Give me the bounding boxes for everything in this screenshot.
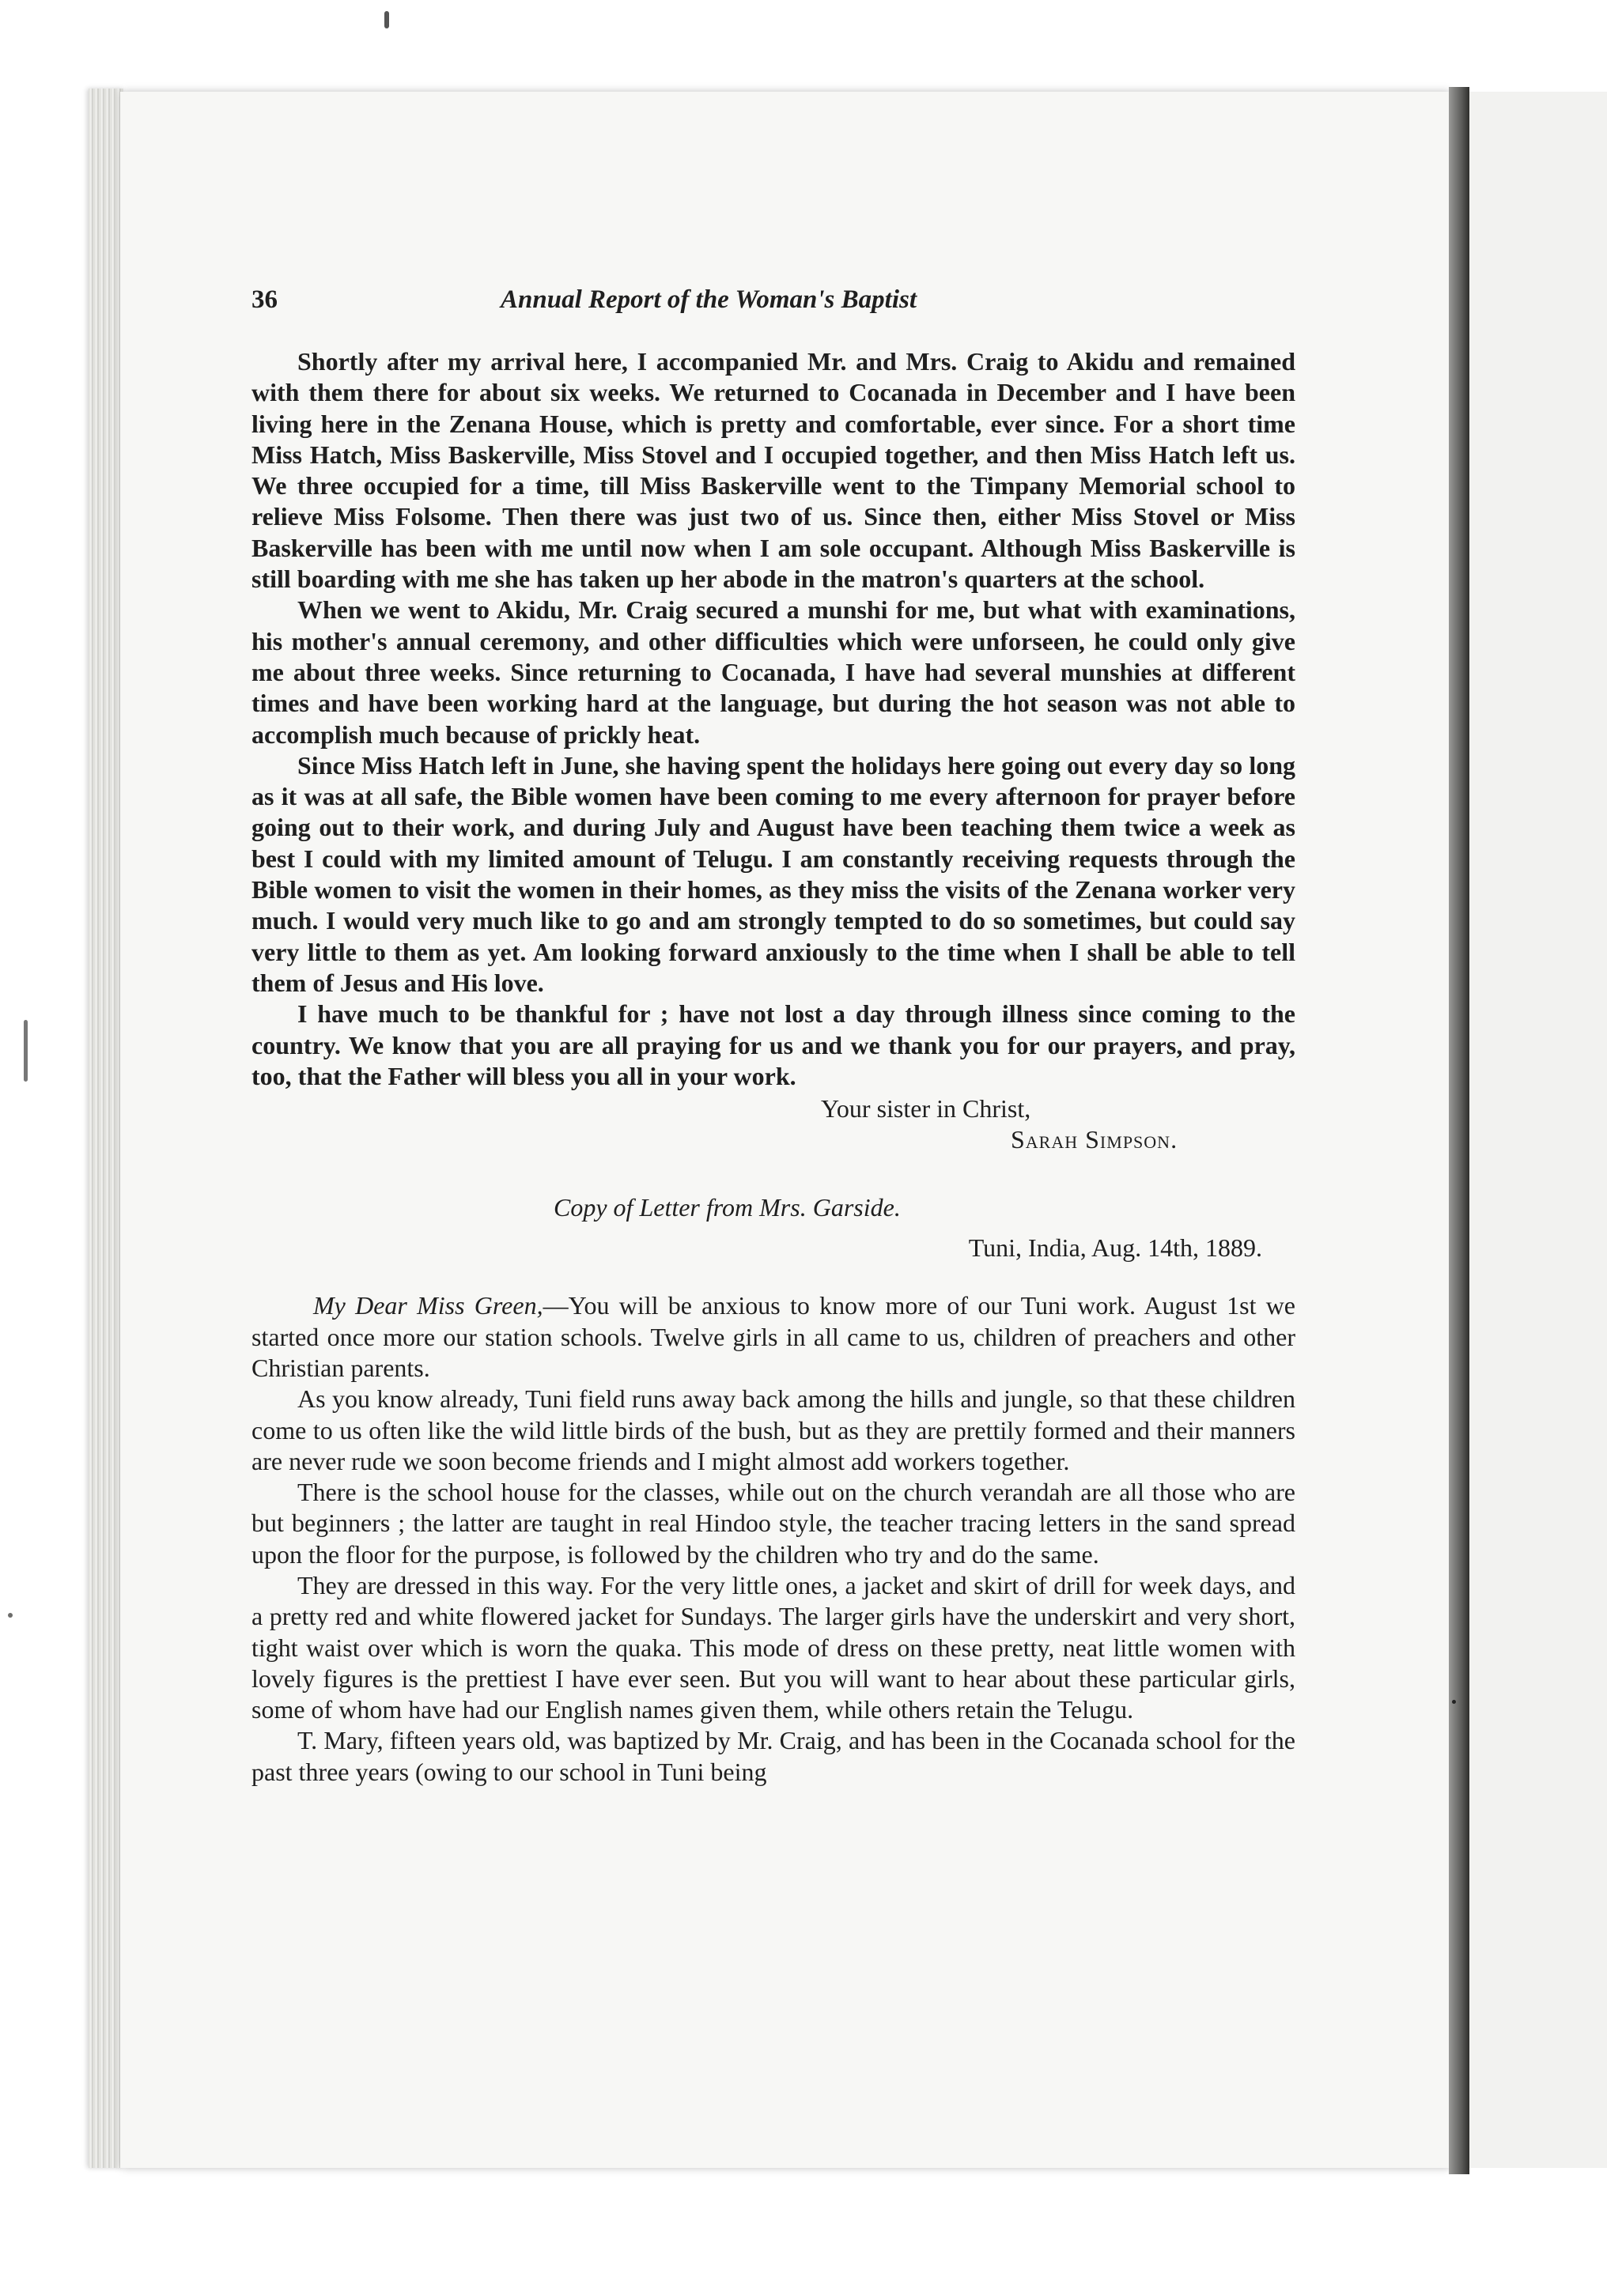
letter-dateline: Tuni, India, Aug. 14th, 1889. [968,1233,1262,1263]
simpson-letter [251,346,1295,1156]
letter-salutation: My Dear Miss Green, [313,1291,543,1320]
letter-paragraph: Since Miss Hatch left in June, she having spent the holidays here going out every day so long as it was at all safe, the Bible women have been coming to me every afternoon for prayer before going out to their work, and during July and August have been teaching them twice a week as best I could with my limited amount of Telugu. I am constantly receiving requests through the Bible women to visit the women in their homes, as they miss the visits of the Zenana worker very much. I would very much like to go and am strongly tempted to do so sometimes, but could say very little to them as yet. Am looking forward anxiously to the time when I shall be able to tell them of Jesus and His love. [251,750,1295,997]
scan-backdrop-left [0,0,95,2296]
running-title: Annual Report of the Woman's Baptist [501,285,917,314]
book-gutter [1449,87,1469,2174]
facing-page [1469,92,1607,2168]
letter-heading: Copy of Letter from Mrs. Garside. [554,1192,901,1222]
scan-speck [384,11,389,28]
scan-speck [1452,1700,1456,1704]
letter-first-paragraph [251,1290,1295,1384]
scan-speck [24,1020,28,1082]
scan-backdrop-top [0,0,1607,93]
page-edges [89,89,123,2168]
scan-backdrop-bottom [0,2168,1607,2296]
letter-closing: Your sister in Christ, [821,1094,1031,1123]
letter-paragraph: As you know already, Tuni field runs away back among the hills and jungle, so that these children come to us often like the wild little birds of the bush, but as they are prettily formed and their manners are never rude we soon become friends and I might almost add workers together. [251,1384,1295,1475]
page-text-block [251,285,1295,1788]
running-head [251,285,1295,324]
letter-paragraph: T. Mary, fifteen years old, was baptized by Mr. Craig, and has been in the Cocanada school for the past three years (owing to our school in Tuni being [251,1726,1295,1786]
page-number: 36 [251,285,278,314]
letter-paragraph: When we went to Akidu, Mr. Craig secured a munshi for me, but what with examinations, his mother's annual ceremony, and other difficulties which were unforseen, he could only give me about three weeks. Since returning to Cocanada, I have had several munshies at different times and have been working hard at the language, but during the hot season was not able to accomplish much because of prickly heat. [251,595,1295,749]
scan-speck [8,1613,13,1618]
letter-signature: Sarah Simpson. [1011,1125,1178,1154]
garside-letter [251,1192,1295,1788]
letter-paragraph: I have much to be thankful for ; have not lost a day through illness since coming to the country. We know that you are all praying for us and we thank you for our prayers, and pray, too, that the Father will bless you all in your work. [251,999,1295,1090]
letter-paragraph: They are dressed in this way. For the very little ones, a jacket and skirt of drill for week days, and a pretty red and white flowered jacket for Sundays. The larger girls have the underskirt and very short, tight waist over which is worn the quaka. This mode of dress on these pretty, neat little women with lovely figures is the prettiest I have ever seen. But you will want to hear about these particular girls, some of whom have had our English names given them, while others retain the Telugu. [251,1570,1295,1724]
letter-paragraph: There is the school house for the classes, while out on the church verandah are all those who are but beginners ; the latter are taught in real Hindoo style, the teacher tracing letters in the sand spread upon the floor for the purpose, is followed by the children who try and do the same. [251,1478,1295,1569]
letter-paragraph: Shortly after my arrival here, I accompanied Mr. and Mrs. Craig to Akidu and remained with them there for about six weeks. We returned to Cocanada in December and I have been living here in the Zenana House, which is pretty and comfortable, ever since. For a short time Miss Hatch, Miss Baskerville, Miss Stovel and I occupied together, and then Miss Hatch left us. We three occupied for a time, till Miss Baskerville went to the Timpany Memorial school to relieve Miss Folsome. Then there was just two of us. Since then, either Miss Stovel or Miss Baskerville has been with me until now when I am sole occupant. Although Miss Baskerville is still boarding with me she has taken up her abode in the matron's quarters at the school. [251,347,1295,594]
letter-paragraph-text: —You will be anxious to know more of our Tuni work. August 1st we started once more our station schools. Twelve girls in all came to us, children of preachers and other Christian parents. [251,1291,1296,1382]
